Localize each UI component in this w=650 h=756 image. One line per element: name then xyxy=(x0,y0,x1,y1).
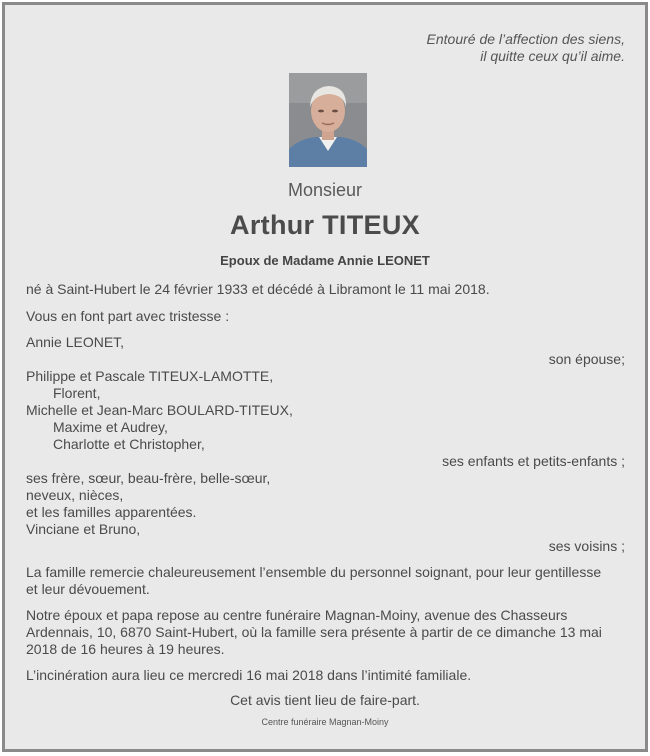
family-relation-spouse: son épouse; xyxy=(548,351,625,367)
repose-paragraph: Notre époux et papa repose au centre funéraire Magnan-Moiny, avenue des Chasseurs Ardennais, 10, 6870 Saint-Hubert, où la famille sera présente à partir de ce dimanche 13 mai 2018 de 16 heures à 19 heures. xyxy=(26,607,602,657)
family-line-siblings: ses frère, sœur, beau-frère, belle-sœur, xyxy=(26,470,271,486)
spouse-line: Epoux de Madame Annie LEONET xyxy=(220,253,430,268)
family-relation-children: ses enfants et petits-enfants ; xyxy=(442,453,625,469)
incineration-paragraph: L’incinération aura lieu ce mercredi 16 mai 2018 dans l’intimité familiale. xyxy=(26,667,472,683)
intro-line: Vous en font part avec tristesse : xyxy=(26,308,230,324)
honorific: Monsieur xyxy=(287,180,363,200)
family-line-florent: Florent, xyxy=(53,385,101,401)
epigraph-line-1: Entouré de l’affection des siens, xyxy=(426,31,625,47)
obituary-card xyxy=(2,2,648,752)
portrait-photo xyxy=(289,73,367,167)
closing-line: Cet avis tient lieu de faire-part. xyxy=(230,692,420,708)
birth-death-line: né à Saint-Hubert le 24 février 1933 et décédé à Libramont le 11 mai 2018. xyxy=(26,281,490,297)
family-line-relatives: et les familles apparentées. xyxy=(26,504,197,520)
family-line-charlotte: Charlotte et Christopher, xyxy=(53,436,205,452)
family-relation-neighbors: ses voisins ; xyxy=(548,538,625,554)
family-line-vinciane: Vinciane et Bruno, xyxy=(26,521,141,537)
family-line-nephews: neveux, nièces, xyxy=(26,487,124,503)
portrait-image xyxy=(289,73,367,167)
epigraph xyxy=(427,31,625,65)
family-line-michelle: Michelle et Jean-Marc BOULARD-TITEUX, xyxy=(26,402,293,418)
epigraph-line-2: il quitte ceux qu’il aime. xyxy=(480,48,625,64)
footer-funeral-home: Centre funéraire Magnan-Moiny xyxy=(261,717,389,727)
family-line-annie: Annie LEONET, xyxy=(26,334,125,350)
thanks-paragraph: La famille remercie chaleureusement l’ensemble du personnel soignant, pour leur gentillesse et leur dévouement. xyxy=(26,564,602,597)
family-line-maxime: Maxime et Audrey, xyxy=(53,419,168,435)
family-line-philippe: Philippe et Pascale TITEUX-LAMOTTE, xyxy=(26,368,274,384)
deceased-name: Arthur TITEUX xyxy=(230,210,420,240)
